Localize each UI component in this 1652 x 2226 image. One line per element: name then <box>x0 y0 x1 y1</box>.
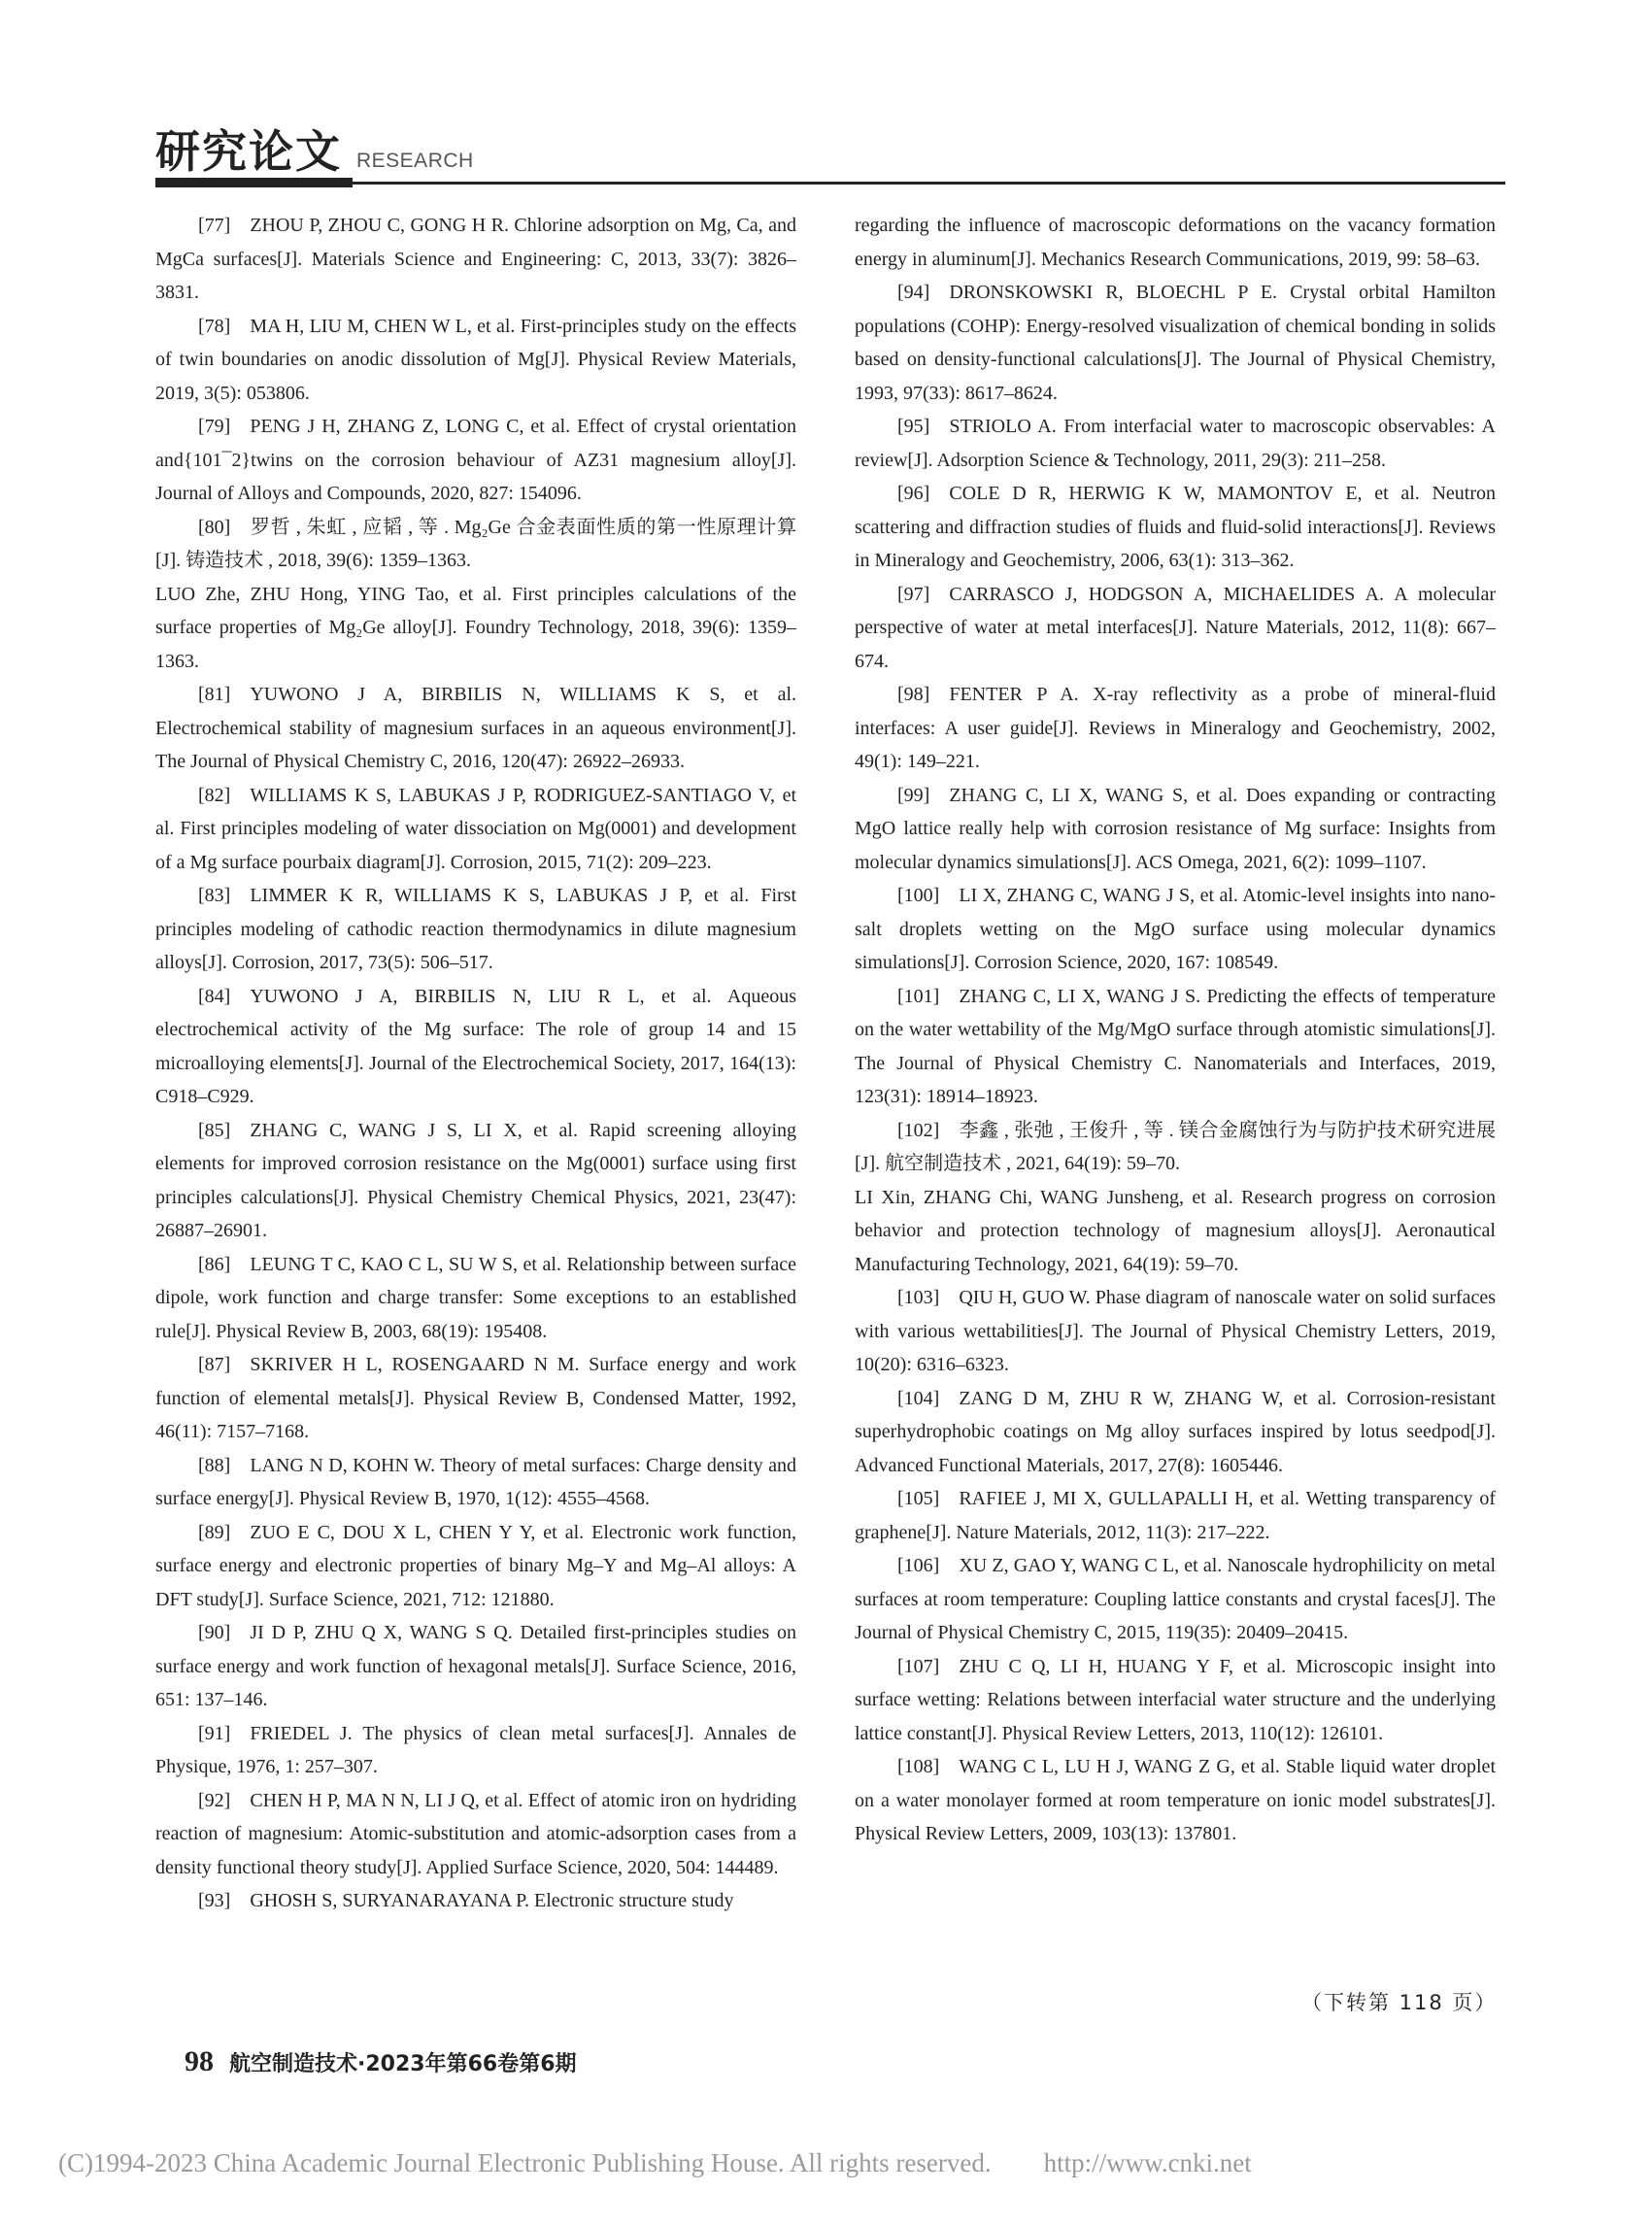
reference-entry: [97] CARRASCO J, HODGSON A, MICHAELIDES A. A molecular perspective of water at metal interfaces[J]. Nature Materials, 2012, 11(8): 667–674. <box>855 583 1496 672</box>
reference-entry: [79] PENG J H, ZHANG Z, LONG C, et al. Effect of crystal orientation and{101¯2}twins on the corrosion behaviour of AZ31 magnesium alloy[J]. Journal of Alloys and Compounds, 2020, 827: 154096. <box>155 416 796 504</box>
reference-entry: [88] LANG N D, KOHN W. Theory of metal surfaces: Charge density and surface energy[J]. Physical Review B, 1970, 1(12): 4555–4568. <box>155 1454 796 1509</box>
header-rule-thin <box>353 182 1505 185</box>
reference-entry: [107] ZHU C Q, LI H, HUANG Y F, et al. Microscopic insight into surface wetting: Relations between interfacial water structure and the underlying lattice constant[J]. Physical Review Letters, 2013, 110(12): 126101. <box>855 1655 1496 1744</box>
reference-entry: [92] CHEN H P, MA N N, LI J Q, et al. Effect of atomic iron on hydriding reaction of magnesium: Atomic-substitution and atomic-adsorption cases from a density functional theory study[J]. Applied Surface Science, 2020, 504: 144489. <box>155 1789 796 1878</box>
page-number: 98 <box>185 2045 214 2077</box>
reference-entry: [99] ZHANG C, LI X, WANG S, et al. Does expanding or contracting MgO lattice really help with corrosion resistance of Mg surface: Insights from molecular dynamics simulations[J]. ACS Omega, 2021, 6(2): 1099–1107. <box>855 784 1496 873</box>
reference-entry: [102] 李鑫 , 张弛 , 王俊升 , 等 . 镁合金腐蚀行为与防护技术研究进展 [J]. 航空制造技术 , 2021, 64(19): 59–70. <box>855 1119 1496 1174</box>
reference-translation: LUO Zhe, ZHU Hong, YING Tao, et al. First principles calculations of the surface properties of Mg₂Ge alloy[J]. Foundry Technology, 2018, 39(6): 1359–1363. <box>155 583 796 672</box>
reference-entry: [82] WILLIAMS K S, LABUKAS J P, RODRIGUEZ-SANTIAGO V, et al. First principles modeling of water dissociation on Mg(0001) and development of a Mg surface pourbaix diagram[J]. Corrosion, 2015, 71(2): 209–223. <box>155 784 796 873</box>
reference-entry: [85] ZHANG C, WANG J S, LI X, et al. Rapid screening alloying elements for improved corrosion resistance on the Mg(0001) surface using first principles calculations[J]. Physical Chemistry Chemical Physics, 2021, 23(47): 26887–26901. <box>155 1119 796 1241</box>
reference-entry: [89] ZUO E C, DOU X L, CHEN Y Y, et al. Electronic work function, surface energy and electronic properties of binary Mg–Y and Mg–Al alloys: A DFT study[J]. Surface Science, 2021, 712: 121880. <box>155 1521 796 1610</box>
section-title-en: RESEARCH <box>356 150 474 172</box>
copyright-line: (C)1994-2023 China Academic Journal Electronic Publishing House. All rights reserved. http://www.cnki.net <box>58 2148 1252 2177</box>
reference-entry: [80] 罗哲 , 朱虹 , 应韬 , 等 . Mg₂Ge 合金表面性质的第一性原理计算 [J]. 铸造技术 , 2018, 39(6): 1359–1363. <box>155 516 796 571</box>
reference-entry: [93] GHOSH S, SURYANARAYANA P. Electronic structure study <box>198 1890 734 1911</box>
reference-entry: [87] SKRIVER H L, ROSENGAARD N M. Surface energy and work function of elemental metals[J]. Physical Review B, Condensed Matter, 1992, 46(11): 7157–7168. <box>155 1354 796 1442</box>
journal-issue: 航空制造技术·2023年第66卷第6期 <box>229 2052 577 2076</box>
reference-entry: [98] FENTER P A. X-ray reflectivity as a probe of mineral-fluid interfaces: A user guide[J]. Reviews in Mineralogy and Geochemistry, 2002, 49(1): 149–221. <box>855 684 1496 772</box>
header-rule-thick <box>155 178 353 187</box>
reference-entry: [106] XU Z, GAO Y, WANG C L, et al. Nanoscale hydrophilicity on metal surfaces at room temperature: Coupling lattice constants and crystal faces[J]. The Journal of Physical Chemistry C, 2015, 119(35): 20409–20415. <box>855 1555 1496 1643</box>
reference-entry: [105] RAFIEE J, MI X, GULLAPALLI H, et al. Wetting transparency of graphene[J]. Nature Materials, 2012, 11(3): 217–222. <box>855 1488 1496 1543</box>
references-right-column <box>855 209 1496 1851</box>
reference-entry: [78] MA H, LIU M, CHEN W L, et al. First-principles study on the effects of twin boundaries on anodic dissolution of Mg[J]. Physical Review Materials, 2019, 3(5): 053806. <box>155 315 796 404</box>
reference-entry: [104] ZANG D M, ZHU R W, ZHANG W, et al. Corrosion-resistant superhydrophobic coatings on Mg alloy surfaces inspired by lotus seedpod[J]. Advanced Functional Materials, 2017, 27(8): 1605446. <box>855 1387 1496 1476</box>
reference-entry: [84] YUWONO J A, BIRBILIS N, LIU R L, et al. Aqueous electrochemical activity of the Mg surface: The role of group 14 and 15 microalloying elements[J]. Journal of the Electrochemical Society, 2017, 164(13): C918–C929. <box>155 985 796 1107</box>
reference-entry: [103] QIU H, GUO W. Phase diagram of nanoscale water on solid surfaces with various wettabilities[J]. The Journal of Physical Chemistry Letters, 2019, 10(20): 6316–6323. <box>855 1287 1496 1375</box>
reference-entry: [83] LIMMER K R, WILLIAMS K S, LABUKAS J P, et al. First principles modeling of cathodic reaction thermodynamics in dilute magnesium alloys[J]. Corrosion, 2017, 73(5): 506–517. <box>155 885 796 973</box>
reference-entry: [96] COLE D R, HERWIG K W, MAMONTOV E, et al. Neutron scattering and diffraction studies of fluids and fluid-solid interactions[J]. Reviews in Mineralogy and Geochemistry, 2006, 63(1): 313–362. <box>855 483 1496 571</box>
reference-entry: [81] YUWONO J A, BIRBILIS N, WILLIAMS K S, et al. Electrochemical stability of magnesium surfaces in an aqueous environment[J]. The Journal of Physical Chemistry C, 2016, 120(47): 26922–26933. <box>155 684 796 772</box>
continued-note: （下转第 118 页） <box>1301 1991 1498 2014</box>
reference-translation: regarding the influence of macroscopic deformations on the vacancy formation energy in aluminum[J]. Mechanics Research Communications, 2019, 99: 58–63. <box>855 215 1496 270</box>
reference-entry: [94] DRONSKOWSKI R, BLOECHL P E. Crystal orbital Hamilton populations (COHP): Energy-resolved visualization of chemical bonding in solids based on density-functional calculations[J]. The Journal of Physical Chemistry, 1993, 97(33): 8617–8624. <box>855 282 1496 404</box>
reference-entry: [91] FRIEDEL J. The physics of clean metal surfaces[J]. Annales de Physique, 1976, 1: 257–307. <box>155 1722 796 1777</box>
reference-entry: [86] LEUNG T C, KAO C L, SU W S, et al. Relationship between surface dipole, work function and charge transfer: Some exceptions to an established rule[J]. Physical Review B, 2003, 68(19): 195408. <box>155 1253 796 1342</box>
references-left-column <box>155 209 796 1918</box>
reference-translation: LI Xin, ZHANG Chi, WANG Junsheng, et al. Research progress on corrosion behavior and protection technology of magnesium alloys[J]. Aeronautical Manufacturing Technology, 2021, 64(19): 59–70. <box>855 1186 1496 1275</box>
page-footer <box>185 2045 577 2078</box>
section-title-zh: 研究论文 <box>155 125 342 178</box>
reference-entry: [95] STRIOLO A. From interfacial water to macroscopic observables: A review[J]. Adsorption Science & Technology, 2011, 29(3): 211–258. <box>855 416 1496 471</box>
reference-entry: [108] WANG C L, LU H J, WANG Z G, et al. Stable liquid water droplet on a water monolayer formed at room temperature on ionic model substrates[J]. Physical Review Letters, 2009, 103(13): 137801. <box>855 1756 1496 1844</box>
reference-entry: [77] ZHOU P, ZHOU C, GONG H R. Chlorine adsorption on Mg, Ca, and MgCa surfaces[J]. Materials Science and Engineering: C, 2013, 33(7): 3826–3831. <box>155 215 796 303</box>
reference-entry: [101] ZHANG C, LI X, WANG J S. Predicting the effects of temperature on the water wettability of the Mg/MgO surface through atomistic simulations[J]. The Journal of Physical Chemistry C. Nanomaterials and Interfaces, 2019, 123(31): 18914–18923. <box>855 985 1496 1107</box>
reference-entry: [90] JI D P, ZHU Q X, WANG S Q. Detailed first-principles studies on surface energy and work function of hexagonal metals[J]. Surface Science, 2016, 651: 137–146. <box>155 1622 796 1710</box>
reference-entry: [100] LI X, ZHANG C, WANG J S, et al. Atomic-level insights into nano-salt droplets wetting on the MgO surface using molecular dynamics simulations[J]. Corrosion Science, 2020, 167: 108549. <box>855 885 1496 973</box>
page-header <box>155 117 1505 186</box>
